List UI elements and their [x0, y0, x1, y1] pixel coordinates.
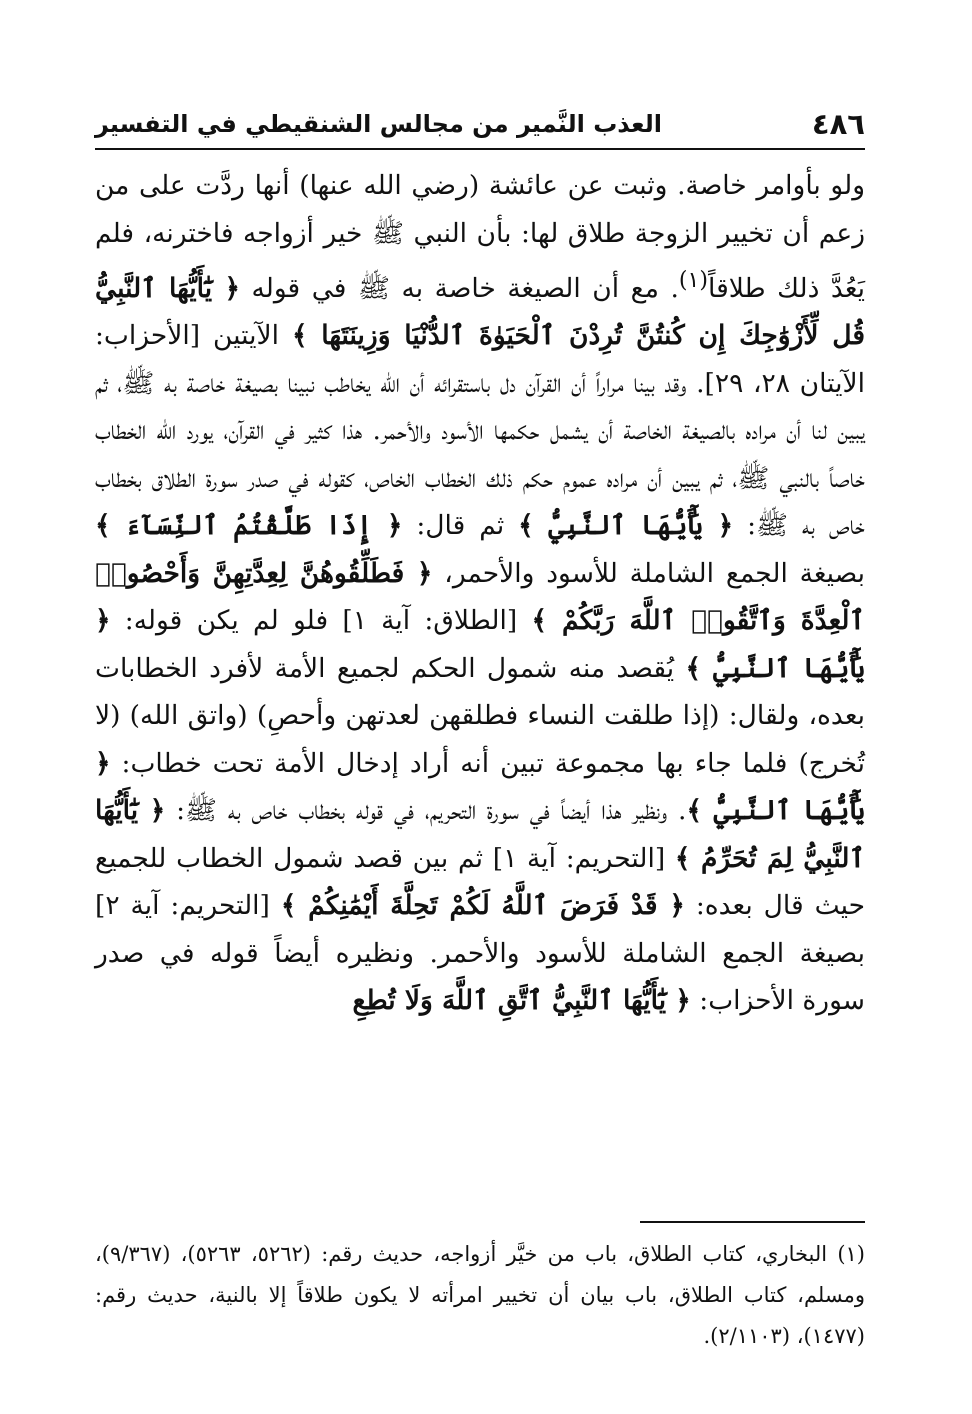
main-text — [95, 162, 865, 1025]
quran-verse: ﴿ يَٰٓأَيُّهَا ٱلنَّبِيُّ ﴾ — [95, 747, 865, 827]
quran-verse: ﴿ يَٰٓأَيُّهَا ٱلنَّبِيُّ ﴾ — [95, 605, 865, 684]
text-segment: [التحريم: آية ١] ثم بين قصد شمول الخطاب للجميع حيث قال بعده: — [95, 842, 866, 922]
text-segment: [الطلاق: آية ١] فلو لم يكن قوله: — [124, 605, 518, 637]
text-segment: ولو بأوامر خاصة. وثبت عن عائشة (رضي الله عنها) أنها ردَّت على من زعم أن تخيير الزوجة طلاق لها: بأن النبي ﷺ خير أزواجه فاخترنه، فلم يَعُدَّ ذلك طلاقاً — [95, 170, 865, 304]
page-number: ٤٨٦ — [811, 107, 865, 141]
text-segment: . ونظير هذا أيضاً في سورة التحريم، في قوله بخطاب خاص به ﷺ: — [176, 795, 687, 827]
quran-verse: ﴿ يَٰٓأَيُّهَا ٱلنَّبِيُّ ﴾ — [518, 510, 734, 542]
text-segment: ثم قال: — [416, 510, 505, 542]
quran-verse: ﴿ قَدْ فَرَضَ ٱللَّهُ لَكُمْ تَحِلَّةَ أَيْمَٰنِكُمْ ﴾ — [280, 890, 685, 922]
text-segment: بصيغة الجمع الشاملة للأسود والأحمر، — [444, 557, 865, 589]
quran-verse: ﴿ إِذَا طَلَّقْتُمُ ٱلنِّسَآءَ ﴾ — [95, 510, 403, 542]
text-segment: الآيتين [الأحزاب: الآيتان ٢٨، ٢٩]. وقد بينا مراراً أن القرآن دل باستقرائه أن الله يخاطب نبينا بصيغة خاصة به ﷺ، ثم يبين لنا أن مراده بالصيغة الخاصة أن يشمل حكمها الأسود والأحمر. هذا كثير في القرآن، يورد الله الخطاب خاصاً بالنبي ﷺ، ثم يبين أن مراده عموم حكم ذلك الخطاب الخاص، كقوله في صدر سورة الطلاق بخطاب خاص به ﷺ: — [95, 320, 866, 542]
text-segment: . مع أن الصيغة خاصة به ﷺ في قوله — [251, 272, 679, 304]
footnote-rule — [640, 1221, 865, 1223]
text-segment: يُقصد منه شمول الحكم لجميع الأمة لأفرد الخطابات بعده، ولقال: (إذا طلقت النساء فطلقهن لعدتهن وأحصِ) (واتق الله) (لا تُخرج) فلما جاء بها مجموعة تبين أنه أراد إدخال الأمة تحت خطاب: — [95, 652, 865, 779]
quran-verse: ﴿ يَٰٓأَيُّهَا ٱلنَّبِيُّ لِمَ تُحَرِّمُ ﴾ — [95, 795, 865, 874]
quran-verse: ﴿ يَٰٓأَيُّهَا ٱلنَّبِيُّ قُل لِّأَزْوَٰجِكَ إِن كُنتُنَّ تُرِدْنَ ٱلْحَيَوٰةَ ٱلدُّنْيَا وَزِينَتَهَا ﴾ — [95, 272, 865, 352]
quran-verse: ﴿ يَٰٓأَيُّهَا ٱلنَّبِيُّ ٱتَّقِ ٱللَّهَ وَلَا تُطِعِ — [352, 985, 691, 1017]
footnote: (١) البخاري، كتاب الطلاق، باب من خيَّر أزواجه، حديث رقم: (٥٢٦٢، ٥٢٦٣)، (٩/٣٦٧)، ومسلم، كتاب الطلاق، باب بيان أن تخيير امرأته لا يكون طلاقاً إلا بالنية، حديث رقم: (١٤٧٧)، (٢/١١٠٣). — [95, 1242, 865, 1348]
page-header — [95, 100, 865, 144]
quran-verse: ﴿ فَطَلِّقُوهُنَّ لِعِدَّتِهِنَّ وَأَحْصُوا۟ ٱلْعِدَّةَ وَٱتَّقُوا۟ ٱللَّهَ رَبَّكُمْ ﴾ — [95, 557, 865, 637]
footnote-reference: (١) — [678, 268, 708, 293]
text-segment: [التحريم: آية ٢] بصيغة الجمع الشاملة للأسود والأحمر. ونظيره أيضاً قوله في صدر سورة الأحزاب: — [95, 890, 865, 1017]
running-title: العذب النَّمير من مجالس الشنقيطي في التفسير — [95, 110, 662, 138]
header-rule — [95, 148, 865, 150]
